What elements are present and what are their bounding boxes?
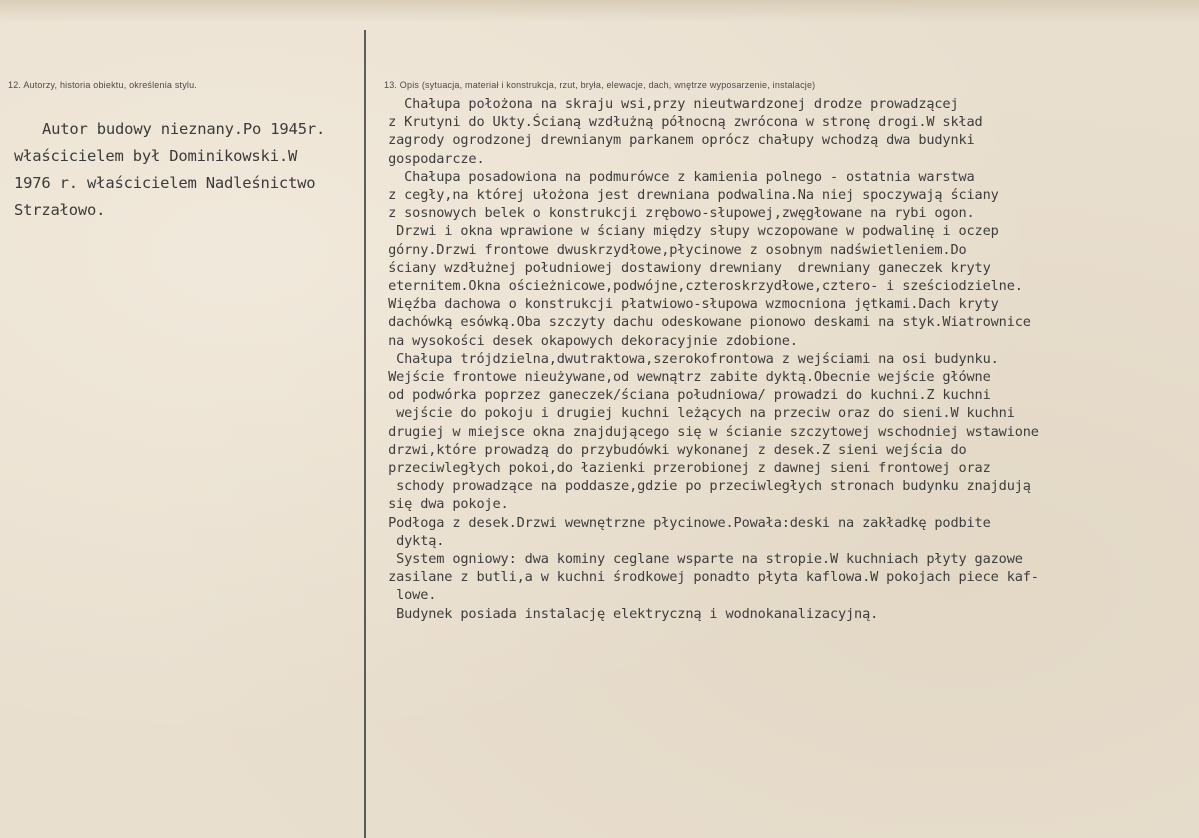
text-line: 1976 r. właścicielem Nadleśnictwo: [14, 174, 316, 192]
text-line: się dwa pokoje.: [372, 496, 509, 513]
text-line: drzwi,które prowadzą do przybudówki wykonanej z desek.Z sieni wejścia do: [372, 441, 967, 458]
text-line: górny.Drzwi frontowe dwuskrzydłowe,płycinowe z osobnym nadświetleniem.Do: [372, 241, 967, 258]
text-line: z sosnowych belek o konstrukcji zrębowo-słupowej,zwęgłowane na rybi ogon.: [372, 205, 975, 222]
text-line: z cegły,na której ułożona jest drewniana podwalina.Na niej spoczywają ściany: [372, 187, 999, 204]
text-line: właścicielem był Dominikowski.W: [14, 147, 298, 165]
text-line: Strzałowo.: [14, 201, 106, 219]
text-line: eternitem.Okna ościeżnicowe,podwójne,czteroskrzydłowe,cztero- i sześciodzielne.: [372, 278, 1023, 295]
section-13-header: 13. Opis (sytuacja, materiał i konstrukcja, rzut, bryła, elewacje, dach, wnętrze wyposarzenie, instalacje): [384, 80, 816, 90]
text-line: drugiej w miejsce okna znajdującego się w ścianie szczytowej wschodniej wstawione: [372, 423, 1039, 440]
text-line: zagrody ogrodzonej drewnianym parkanem oprócz chałupy wchodzą dwa budynki: [372, 132, 975, 149]
text-line: Więźba dachowa o konstrukcji płatwiowo-słupowa wzmocniona jętkami.Dach kryty: [372, 296, 999, 313]
section-12-body: [14, 116, 359, 224]
text-line: ściany wzdłużnej południowej dostawiony drewniany drewniany ganeczek kryty: [372, 259, 991, 276]
text-line: Podłoga z desek.Drzwi wewnętrzne płycinowe.Powała:deski na zakładkę podbite: [372, 514, 991, 531]
text-line: Budynek posiada instalację elektryczną i wodnokanalizacyjną.: [372, 605, 879, 622]
text-line: lowe.: [372, 587, 437, 604]
text-line: dachówką esówką.Oba szczyty dachu odeskowane pionowo deskami na styk.Wiatrownice: [372, 314, 1031, 331]
text-line: System ogniowy: dwa kominy ceglane wsparte na stropie.W kuchniach płyty gazowe: [372, 551, 1023, 568]
text-line: przeciwległych pokoi,do łazienki przerobionej z dawnej sieni frontowej oraz: [372, 460, 991, 477]
text-line: zasilane z butli,a w kuchni środkowej ponadto płyta kaflowa.W pokojach piece kaf-: [372, 569, 1039, 586]
text-line: od podwórka poprzez ganeczek/ściana południowa/ prowadzi do kuchni.Z kuchni: [372, 387, 991, 404]
text-line: Chałupa trójdzielna,dwutraktowa,szerokofrontowa z wejściami na osi budynku.: [372, 350, 999, 367]
text-line: na wysokości desek okapowych dekoracyjnie zdobione.: [372, 332, 798, 349]
text-line: Autor budowy nieznany.Po 1945r.: [42, 120, 326, 138]
column-divider: [364, 30, 366, 838]
text-line: wejście do pokoju i drugiej kuchni leżących na przeciw oraz do sieni.W kuchni: [372, 405, 1015, 422]
text-line: Chałupa posadowiona na podmurówce z kamienia polnego - ostatnia warstwa: [372, 168, 975, 185]
text-line: Wejście frontowe nieużywane,od wewnątrz zabite dyktą.Obecnie wejście główne: [372, 369, 991, 386]
paper-top-edge: [0, 0, 1199, 22]
section-13-body: [372, 95, 1192, 623]
section-12-header: 12. Autorzy, historia obiektu, określenia stylu.: [8, 80, 198, 90]
text-line: Chałupa położona na skraju wsi,przy nieutwardzonej drodze prowadzącej: [372, 96, 959, 112]
text-line: z Krutyni do Ukty.Ścianą wzdłużną północną zwrócona w stronę drogi.W skład: [372, 114, 983, 131]
text-line: gospodarcze.: [372, 150, 485, 167]
text-line: Drzwi i okna wprawione w ściany między słupy wczopowane w podwalinę i oczep: [372, 223, 999, 240]
text-line: dyktą.: [372, 532, 445, 549]
text-line: schody prowadzące na poddasze,gdzie po przeciwległych stronach budynku znajdują: [372, 478, 1031, 495]
